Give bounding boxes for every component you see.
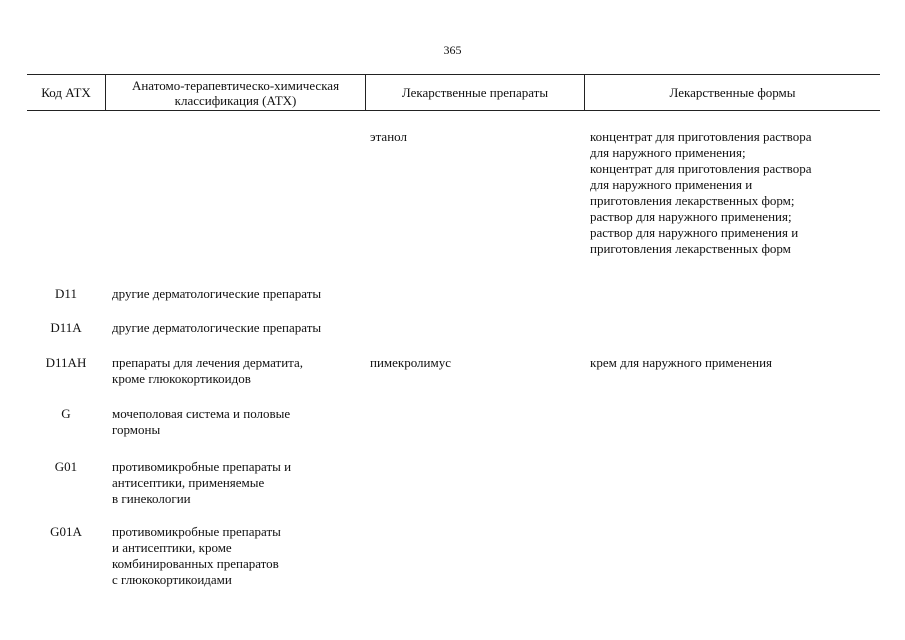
cell-form: крем для наружного применения <box>590 355 773 370</box>
cell-atx: противомикробные препараты и антисептики, применяемые в гинекологии <box>112 459 292 506</box>
header-drugs: Лекарственные препараты <box>401 85 549 100</box>
cell-drug: пимекролимус <box>370 355 451 370</box>
cell-atx: препараты для лечения дерматита, кроме глюкокортикоидов <box>112 355 304 386</box>
header-bottom-rule <box>27 110 880 111</box>
header-atx: Анатомо-терапевтическо-химическая классификация (АТХ) <box>131 77 340 108</box>
header-forms: Лекарственные формы <box>669 85 796 100</box>
header-code: Код АТХ <box>41 85 91 100</box>
cell-atx: противомикробные препараты и антисептики, кроме комбинированных препаратов с глюкокортикоидами <box>112 524 281 587</box>
cell-form: концентрат для приготовления раствора для наружного применения; концентрат для приготовления раствора для наружного применения и приготовления лекарственных форм; раствор для наружного применения; раствор для наружного применения и приготовления лекарственных форм <box>590 129 812 256</box>
cell-code: G <box>61 406 71 421</box>
cell-drug: этанол <box>370 129 407 144</box>
cell-atx: другие дерматологические препараты <box>112 320 322 335</box>
cell-code: G01 <box>54 459 78 474</box>
cell-atx: мочеполовая система и половые гормоны <box>112 406 291 437</box>
page-number: 365 <box>443 43 462 57</box>
cell-code: D11A <box>50 320 82 335</box>
cell-code: D11 <box>55 286 77 301</box>
cell-code: G01A <box>50 524 82 539</box>
cell-code: D11AH <box>45 355 87 370</box>
cell-atx: другие дерматологические препараты <box>112 286 322 301</box>
